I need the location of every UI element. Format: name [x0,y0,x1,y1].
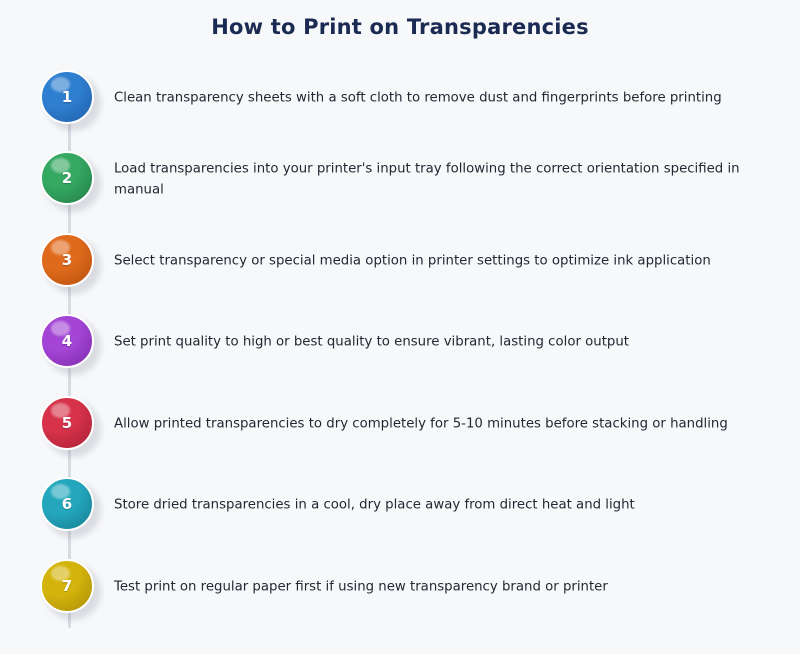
step-number-label: 2 [61,169,73,188]
step-badge-3 [40,233,98,291]
step-number-label: 3 [61,250,73,269]
step-number-label: 5 [61,413,73,432]
step-number-circle [40,70,94,124]
step-badge-1 [40,70,98,128]
step-number-label: 7 [61,576,73,595]
step-number-label: 4 [61,332,73,351]
step-number-circle [40,559,94,613]
step-description: Load transparencies into your printer's input tray following the correct orientation specified in manual [114,161,740,198]
list-item [0,303,800,385]
list-item [0,221,800,303]
steps-list [0,58,800,629]
step-number-circle [40,233,94,287]
step-badge-4 [40,314,98,372]
step-number-circle [40,477,94,531]
step-number-label: 6 [61,495,73,514]
step-number-circle [40,151,94,205]
step-badge-7 [40,559,98,617]
page-title: How to Print on Transparencies [211,15,589,39]
step-badge-6 [40,477,98,535]
list-item [0,140,800,222]
step-badge-5 [40,396,98,454]
step-description: Store dried transparencies in a cool, dry place away from direct heat and light [114,497,635,513]
step-description: Test print on regular paper first if using new transparency brand or printer [114,579,608,595]
step-description: Set print quality to high or best quality to ensure vibrant, lasting color output [114,334,630,350]
step-number-circle [40,314,94,368]
step-number-circle [40,396,94,450]
step-description: Allow printed transparencies to dry completely for 5-10 minutes before stacking or handling [114,416,728,432]
list-item [0,466,800,548]
step-description: Clean transparency sheets with a soft cloth to remove dust and fingerprints before printing [114,90,722,106]
list-item [0,58,800,140]
step-number-label: 1 [61,87,73,106]
step-description: Select transparency or special media option in printer settings to optimize ink application [114,253,711,269]
list-item [0,547,800,629]
step-badge-2 [40,151,98,209]
list-item [0,384,800,466]
